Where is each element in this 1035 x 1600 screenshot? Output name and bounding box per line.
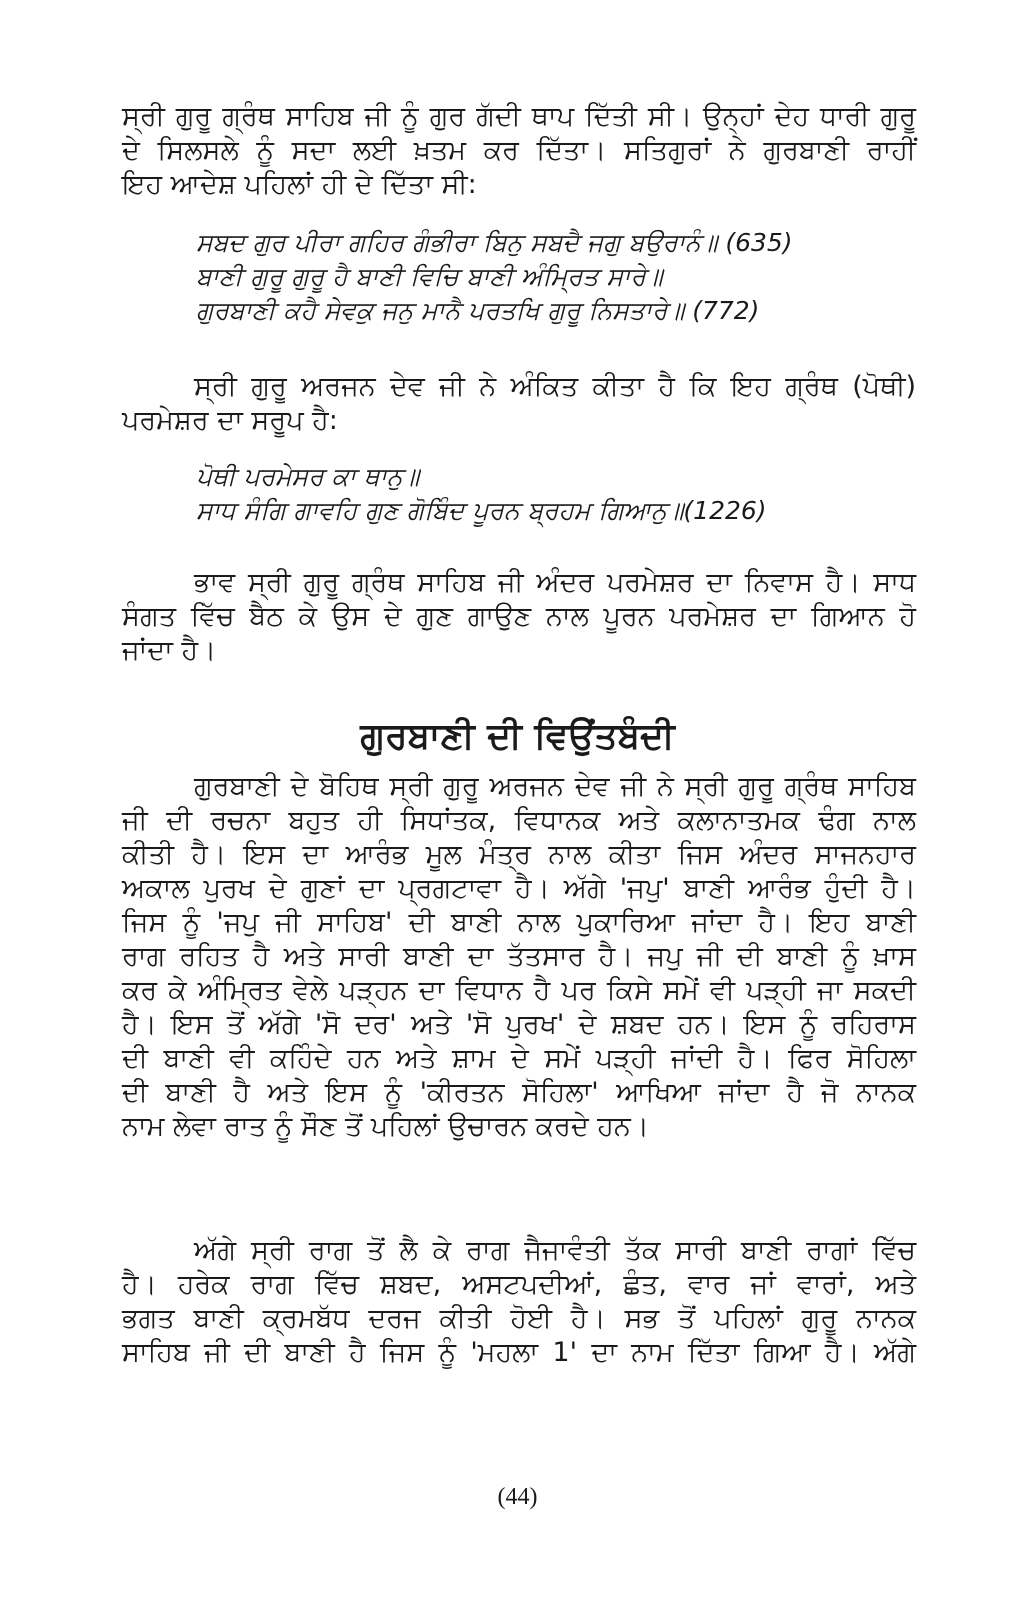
text-line: ਭਗਤ ਬਾਣੀ ਕ੍ਰਮਬੱਧ ਦਰਜ ਕੀਤੀ ਹੋਈ ਹੈ। ਸਭ ਤੋਂ ਪਹਿਲਾਂ ਗੁਰੂ ਨਾਨਕ [122, 1303, 916, 1334]
text-line: ਗੁਰਬਾਣੀ ਦੇ ਬੋਹਿਥ ਸ੍ਰੀ ਗੁਰੂ ਅਰਜਨ ਦੇਵ ਜੀ ਨੇ ਸ੍ਰੀ ਗੁਰੂ ਗ੍ਰੰਥ ਸਾਹਿਬ [194, 771, 916, 802]
verse-line: ਗੁਰਬਾਣੀ ਕਹੈ ਸੇਵਕੁ ਜਨੁ ਮਾਨੈ ਪਰਤਖਿ ਗੁਰੂ ਨਿਸਤਾਰੇ॥ (772) [196, 296, 760, 325]
text-line: ਸਾਹਿਬ ਜੀ ਦੀ ਬਾਣੀ ਹੈ ਜਿਸ ਨੂੰ 'ਮਹਲਾ 1' ਦਾ ਨਾਮ ਦਿੱਤਾ ਗਿਆ ਹੈ। ਅੱਗੇ [122, 1337, 916, 1368]
text-line: ਸ੍ਰੀ ਗੁਰੂ ਗ੍ਰੰਥ ਸਾਹਿਬ ਜੀ ਨੂੰ ਗੁਰ ਗੱਦੀ ਥਾਪ ਦਿੱਤੀ ਸੀ। ਉਨ੍ਹਾਂ ਦੇਹ ਧਾਰੀ ਗੁਰੂ [122, 101, 916, 132]
text-line: ਕਰ ਕੇ ਅੰਮ੍ਰਿਤ ਵੇਲੇ ਪੜ੍ਹਨ ਦਾ ਵਿਧਾਨ ਹੈ ਪਰ ਕਿਸੇ ਸਮੇਂ ਵੀ ਪੜ੍ਹੀ ਜਾ ਸਕਦੀ [122, 975, 916, 1006]
text-line: ਹੈ। ਇਸ ਤੋਂ ਅੱਗੇ 'ਸੋ ਦਰ' ਅਤੇ 'ਸੋ ਪੁਰਖ' ਦੇ ਸ਼ਬਦ ਹਨ। ਇਸ ਨੂੰ ਰਹਿਰਾਸ [122, 1009, 916, 1040]
verse-line: ਸਾਧ ਸੰਗਿ ਗਾਵਹਿ ਗੁਣ ਗੋਬਿੰਦ ਪੂਰਨ ਬ੍ਰਹਮ ਗਿਆਨੁ॥(1226) [196, 496, 767, 525]
paragraph-rachna [122, 770, 916, 1144]
text-line: ਸ੍ਰੀ ਗੁਰੂ ਅਰਜਨ ਦੇਵ ਜੀ ਨੇ ਅੰਕਿਤ ਕੀਤਾ ਹੈ ਕਿ ਇਹ ਗ੍ਰੰਥ (ਪੋਥੀ) [194, 371, 916, 402]
text-line: ਕੀਤੀ ਹੈ। ਇਸ ਦਾ ਆਰੰਭ ਮੂਲ ਮੰਤ੍ਰ ਨਾਲ ਕੀਤਾ ਜਿਸ ਅੰਦਰ ਸਾਜਨਹਾਰ [122, 839, 916, 870]
section-heading: ਗੁਰਬਾਣੀ ਦੀ ਵਿਉਂਤਬੰਦੀ [360, 716, 675, 757]
text-line: ਨਾਮ ਲੇਵਾ ਰਾਤ ਨੂੰ ਸੌਣ ਤੋਂ ਪਹਿਲਾਂ ਉਚਾਰਨ ਕਰਦੇ ਹਨ। [122, 1111, 649, 1142]
paragraph-guru-gaddi [122, 100, 916, 202]
paragraph-raag [122, 1234, 916, 1370]
page-number: (44) [497, 1484, 538, 1510]
text-line: ਸੰਗਤ ਵਿੱਚ ਬੈਠ ਕੇ ਉਸ ਦੇ ਗੁਣ ਗਾਉਣ ਨਾਲ ਪੂਰਨ ਪਰਮੇਸ਼ਰ ਦਾ ਗਿਆਨ ਹੋ [122, 601, 916, 632]
text-line: ਇਹ ਆਦੇਸ਼ ਪਹਿਲਾਂ ਹੀ ਦੇ ਦਿੱਤਾ ਸੀ: [122, 169, 477, 200]
verse-line: ਬਾਣੀ ਗੁਰੂ ਗੁਰੂ ਹੈ ਬਾਣੀ ਵਿਚਿ ਬਾਣੀ ਅੰਮ੍ਰਿਤ ਸਾਰੇ॥ [196, 262, 663, 291]
paragraph-pothi [122, 370, 916, 438]
text-line: ਜੀ ਦੀ ਰਚਨਾ ਬਹੁਤ ਹੀ ਸਿਧਾਂਤਕ, ਵਿਧਾਨਕ ਅਤੇ ਕਲਾਨਾਤਮਕ ਢੰਗ ਨਾਲ [122, 805, 916, 836]
verse-line: ਸਬਦ ਗੁਰ ਪੀਰਾ ਗਹਿਰ ਗੰਭੀਰਾ ਬਿਨੁ ਸਬਦੈ ਜਗੁ ਬਉਰਾਨੰ॥ (635) [196, 228, 793, 257]
text-line: ਦੀ ਬਾਣੀ ਵੀ ਕਹਿੰਦੇ ਹਨ ਅਤੇ ਸ਼ਾਮ ਦੇ ਸਮੇਂ ਪੜ੍ਹੀ ਜਾਂਦੀ ਹੈ। ਫਿਰ ਸੋਹਿਲਾ [122, 1043, 916, 1074]
text-line: ਰਾਗ ਰਹਿਤ ਹੈ ਅਤੇ ਸਾਰੀ ਬਾਣੀ ਦਾ ਤੱਤਸਾਰ ਹੈ। ਜਪੁ ਜੀ ਦੀ ਬਾਣੀ ਨੂੰ ਖ਼ਾਸ [122, 941, 916, 972]
text-line: ਦੀ ਬਾਣੀ ਹੈ ਅਤੇ ਇਸ ਨੂੰ 'ਕੀਰਤਨ ਸੋਹਿਲਾ' ਆਖਿਆ ਜਾਂਦਾ ਹੈ ਜੋ ਨਾਨਕ [122, 1077, 916, 1108]
verse-block-pothi [196, 460, 916, 528]
verse-block-gurbani [196, 226, 916, 328]
text-line: ਭਾਵ ਸ੍ਰੀ ਗੁਰੂ ਗ੍ਰੰਥ ਸਾਹਿਬ ਜੀ ਅੰਦਰ ਪਰਮੇਸ਼ਰ ਦਾ ਨਿਵਾਸ ਹੈ। ਸਾਧ [194, 567, 916, 598]
paragraph-bhav [122, 566, 916, 668]
text-line: ਅਕਾਲ ਪੁਰਖ ਦੇ ਗੁਣਾਂ ਦਾ ਪ੍ਰਗਟਾਵਾ ਹੈ। ਅੱਗੇ 'ਜਪੁ' ਬਾਣੀ ਆਰੰਭ ਹੁੰਦੀ ਹੈ। [122, 873, 916, 904]
text-line: ਦੇ ਸਿਲਸਲੇ ਨੂੰ ਸਦਾ ਲਈ ਖ਼ਤਮ ਕਰ ਦਿੱਤਾ। ਸਤਿਗੁਰਾਂ ਨੇ ਗੁਰਬਾਣੀ ਰਾਹੀਂ [122, 135, 916, 166]
text-line: ਹੈ। ਹਰੇਕ ਰਾਗ ਵਿੱਚ ਸ਼ਬਦ, ਅਸਟਪਦੀਆਂ, ਛੰਤ, ਵਾਰ ਜਾਂ ਵਾਰਾਂ, ਅਤੇ [122, 1269, 916, 1300]
text-line: ਜਿਸ ਨੂੰ 'ਜਪੁ ਜੀ ਸਾਹਿਬ' ਦੀ ਬਾਣੀ ਨਾਲ ਪੁਕਾਰਿਆ ਜਾਂਦਾ ਹੈ। ਇਹ ਬਾਣੀ [122, 907, 916, 938]
text-line: ਜਾਂਦਾ ਹੈ। [122, 635, 217, 666]
text-line: ਪਰਮੇਸ਼ਰ ਦਾ ਸਰੂਪ ਹੈ: [122, 405, 338, 436]
verse-line: ਪੋਥੀ ਪਰਮੇਸਰ ਕਾ ਥਾਨੁ॥ [196, 462, 420, 491]
text-line: ਅੱਗੇ ਸ੍ਰੀ ਰਾਗ ਤੋਂ ਲੈ ਕੇ ਰਾਗ ਜੈਜਾਵੰਤੀ ਤੱਕ ਸਾਰੀ ਬਾਣੀ ਰਾਗਾਂ ਵਿੱਚ [194, 1235, 916, 1266]
